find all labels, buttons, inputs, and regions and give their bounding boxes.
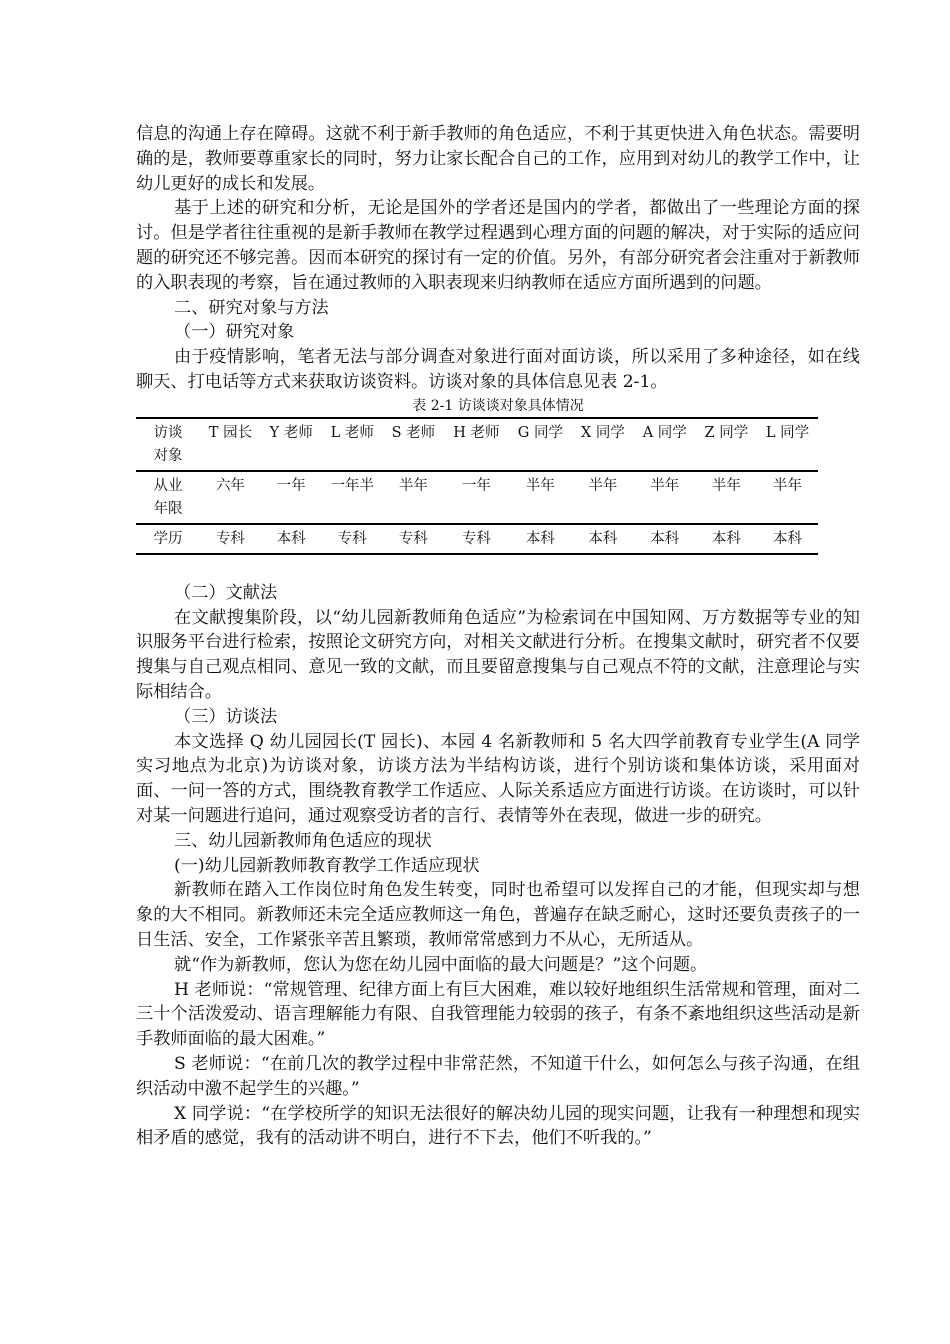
table-cell: 专科: [383, 524, 444, 554]
paragraph: 信息的沟通上存在障碍。这就不利于新手教师的角色适应，不利于其更快进入角色状态。需要明确的是，教师要尊重家长的同时，努力让家长配合自己的工作，应用到对幼儿的教学工作中，让幼儿更好的成长和发展。: [136, 124, 860, 194]
table-cell: 本科: [261, 524, 322, 554]
table-cell: L 同学: [757, 418, 818, 471]
table-cell: 六年: [215, 477, 245, 494]
row-label: 学历: [136, 524, 200, 554]
table-cell: A 同学: [634, 418, 696, 471]
table-cell: Y 老师: [261, 418, 322, 471]
row-label: 从业 年限: [153, 477, 183, 517]
table-cell: 专科: [444, 524, 509, 554]
subsection-heading: （二）文献法: [174, 582, 278, 603]
table-cell: 半年: [650, 477, 680, 494]
table-cell: 本科: [509, 524, 572, 554]
subsection-heading: （三）访谈法: [174, 706, 278, 727]
section-heading: 二、研究对象与方法: [174, 297, 329, 318]
table-cell: 半年: [398, 477, 428, 494]
table-cell: 专科: [322, 524, 383, 554]
table-cell: 半年: [525, 477, 555, 494]
paragraph: 就“作为新教师，您认为您在幼儿园中面临的最大问题是？”这个问题。: [174, 954, 708, 975]
paragraph: 基于上述的研究和分析，无论是国外的学者还是国内的学者，都做出了一些理论方面的探讨。但是学者往往重视的是新手教师在教学过程遇到心理方面的问题的解决，对于实际的适应问题的研究还不够完善。因而本研究的探讨有一定的价值。另外，有部分研究者会注重对于新教师的入职表现的考察，旨在通过教师的入职表现来归纳教师在适应方面所遇到的问题。: [136, 198, 860, 293]
table-cell: 半年: [711, 477, 741, 494]
table-cell: 半年: [773, 477, 803, 494]
table-cell: 一年: [461, 477, 491, 494]
paragraph: X 同学说：“在学校所学的知识无法很好的解决幼儿园的现实问题，让我有一种理想和现实相矛盾的感觉，我有的活动讲不明白，进行不下去，他们不听我的。”: [136, 1103, 860, 1149]
paragraph: 新教师在踏入工作岗位时角色发生转变，同时也希望可以发挥自己的才能，但现实却与想象的大不相同。新教师还未完全适应教师这一角色，普遍存在缺乏耐心，这时还要负责孩子的一日生活、安全，工作紧张辛苦且繁琐，教师常常感到力不从心，无所适从。: [136, 880, 860, 950]
subsection-heading: (一)幼儿园新教师教育教学工作适应现状: [174, 855, 480, 876]
table-cell: 本科: [572, 524, 634, 554]
table-cell: 一年半: [330, 477, 374, 494]
table-row: [136, 524, 818, 554]
table-cell: 半年: [588, 477, 618, 494]
table-cell: 本科: [757, 524, 818, 554]
interviewee-table: [136, 417, 818, 555]
table-cell: 专科: [200, 524, 261, 554]
table-cell: 一年: [276, 477, 306, 494]
table-cell: S 老师: [383, 418, 444, 471]
document-page: [136, 122, 860, 1151]
row-label: 访谈 对象: [136, 418, 200, 471]
subsection-heading: （一）研究对象: [174, 322, 295, 343]
table-cell: L 老师: [322, 418, 383, 471]
table-row: [136, 471, 818, 524]
paragraph: S 老师说：“在前几次的教学过程中非常茫然，不知道干什么，如何怎么与孩子沟通，在组织活动中激不起学生的兴趣。”: [136, 1053, 860, 1099]
paragraph: 本文选择 Q 幼儿园园长(T 园长)、本园 4 名新教师和 5 名大四学前教育专业学生(A 同学实习地点为北京)为访谈对象，访谈方法为半结构访谈，进行个别访谈和集体访谈，采用面对面、一问一答的方式，围绕教育教学工作适应、人际关系适应方面进行访谈。在访谈时，可以针对某一问题进行追问，通过观察受访者的言行、表情等外在表现，做进一步的研究。: [136, 731, 860, 826]
table-cell: G 同学: [509, 418, 572, 471]
section-heading: 三、幼儿园新教师角色适应的现状: [174, 830, 432, 851]
table-cell: Z 同学: [696, 418, 757, 471]
paragraph: 在文献搜集阶段，以“幼儿园新教师角色适应”为检索词在中国知网、万方数据等专业的知识服务平台进行检索，按照论文研究方向，对相关文献进行分析。在搜集文献时，研究者不仅要搜集与自己观点相同、意见一致的文献，而且要留意搜集与自己观点不符的文献，注意理论与实际相结合。: [136, 607, 860, 702]
table-row: [136, 418, 818, 471]
table-caption: 表 2-1 访谈谈对象具体情况: [412, 397, 584, 414]
paragraph: 由于疫情影响，笔者无法与部分调查对象进行面对面访谈，所以采用了多种途径，如在线聊天、打电话等方式来获取访谈资料。访谈对象的具体信息见表 2-1。: [136, 347, 860, 392]
paragraph: H 老师说：“常规管理、纪律方面上有巨大困难，难以较好地组织生活常规和管理，面对二三十个活泼爱动、语言理解能力有限、自我管理能力较弱的孩子，有条不紊地组织这些活动是新手教师面临的最大困难。”: [136, 979, 860, 1050]
table-cell: 本科: [634, 524, 696, 554]
table-cell: H 老师: [444, 418, 509, 471]
table-cell: X 同学: [572, 418, 634, 471]
table-cell: 本科: [696, 524, 757, 554]
table-cell: T 园长: [200, 418, 261, 471]
